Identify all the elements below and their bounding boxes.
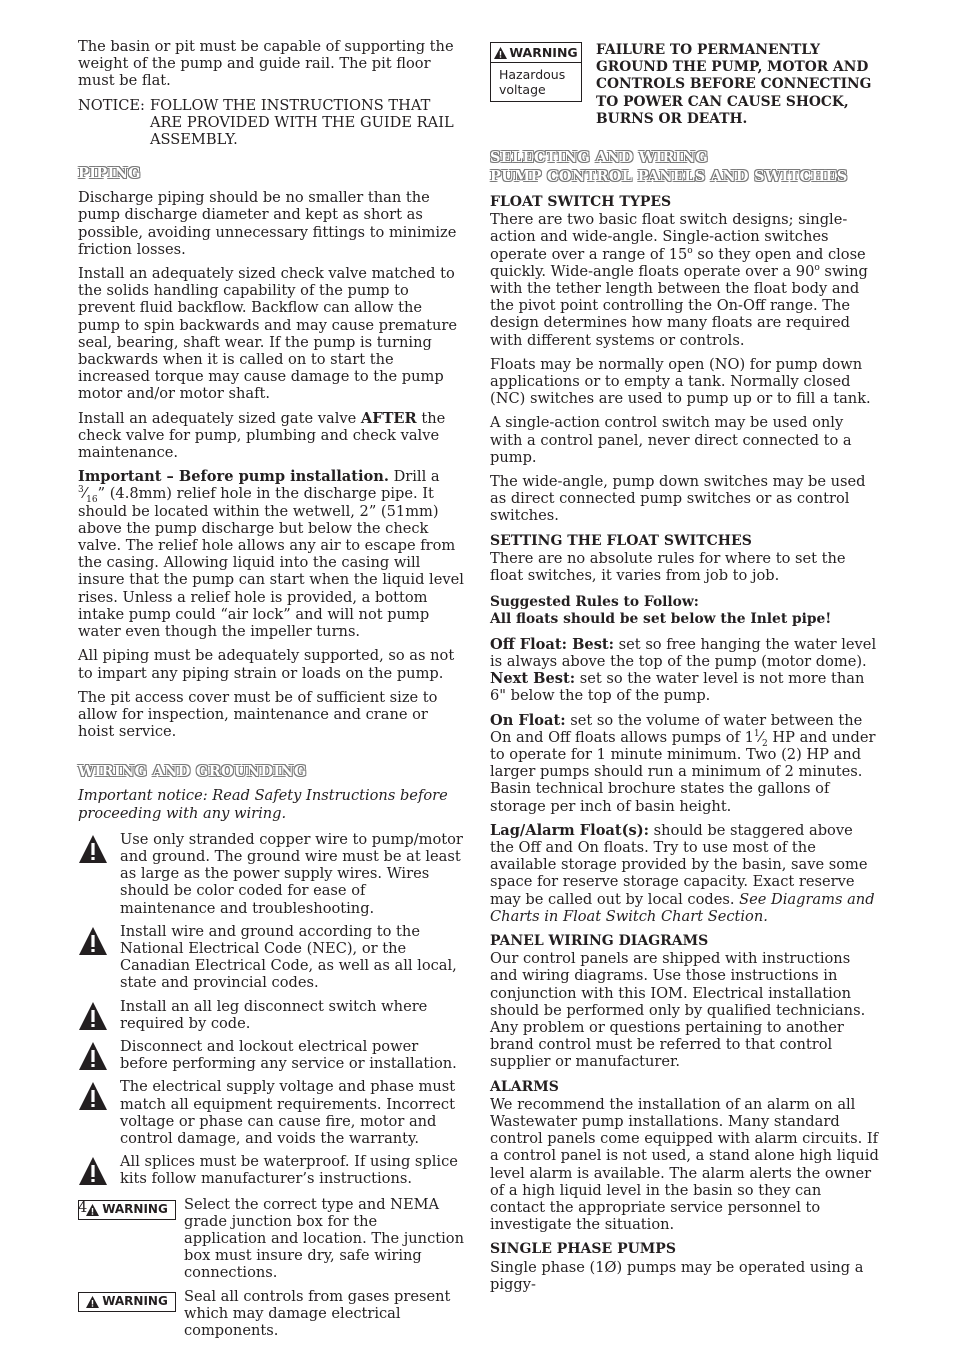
hazard-subtitle: Hazardous voltage (499, 67, 566, 97)
gate-valve-paragraph (78, 410, 464, 462)
hazard-title-text: WARNING (509, 44, 578, 60)
warning-badge (78, 1292, 176, 1312)
float-text-c: swing with the tether length between the float body and the pivot point controlling the On-Off range. The design determines how many floats are required with different systems or controls. (490, 262, 868, 349)
warning-item (78, 998, 464, 1032)
important-label: Important – Before pump installation. (78, 468, 389, 486)
warning-text: Install wire and ground according to the National Electrical Code (NEC), or the Canadian Electrical Code, as well as all local, state and provincial codes. (120, 922, 457, 992)
gate-after: AFTER (360, 409, 417, 427)
support-paragraph: All piping must be adequately supported, so as not to impart any piping strain or loads on the pump. (78, 647, 455, 682)
degree-symbol: o (814, 262, 820, 273)
suggested-rules (490, 594, 880, 628)
lag-float-italic: See Diagrams and Charts in Float Switch Chart Section. (490, 890, 875, 925)
half-denominator: 2 (762, 738, 768, 749)
single-phase-title: SINGLE PHASE PUMPS (490, 1241, 676, 1258)
float-types-paragraph-3: A single-action control switch may be used only with a control panel, never direct connected to a pump. (490, 414, 852, 466)
hazard-box (490, 42, 582, 102)
off-float-paragraph (490, 636, 880, 705)
warning-text: All splices must be waterproof. If using splice kits follow manufacturer’s instructions. (120, 1153, 458, 1188)
lag-float-label: Lag/Alarm Float(s): (490, 821, 650, 839)
degree-symbol: o (687, 245, 693, 256)
warning-triangle-icon (78, 1041, 108, 1071)
off-float-label: Off Float: Best: (490, 635, 615, 653)
warning-badge-item (78, 1288, 464, 1340)
warning-triangle-icon (86, 1296, 99, 1308)
float-types-paragraph-1 (490, 211, 880, 349)
warning-triangle-icon (78, 1156, 108, 1186)
warning-triangle-icon (86, 1204, 99, 1216)
setting-floats-title: SETTING THE FLOAT SWITCHES (490, 532, 752, 549)
lag-float-text: should be staggered above the Off and On floats. Try to use most of the available storage provided by the basin, save some space for reserve storage capacity. Exact reserve may be called out by local codes. (490, 821, 868, 908)
on-float-label: On Float: (490, 711, 566, 729)
heading-line-1: SELECTING AND WIRING (490, 149, 709, 167)
float-text-b: so they open and close quickly. Wide-angle floats operate over a 90 (490, 245, 866, 280)
warning-text: Select the correct type and NEMA grade junction box for the application and location. The junction box must insure dry, safe wiring connections. (184, 1195, 464, 1282)
warning-item (78, 1038, 464, 1072)
cover-paragraph: The pit access cover must be of sufficient size to allow for inspection, maintenance and crane or hoist service. (78, 688, 438, 741)
warning-item (78, 923, 464, 992)
panel-wiring-text: Our control panels are shipped with instructions and wiring diagrams. Use those instructions in conjunction with this IOM. Electrical installation should be performed only by qualified technicians. Any problem or questions pertaining to another brand control must be referred to that control supplier or manufacturer. (490, 950, 866, 1071)
warning-text: Install an all leg disconnect switch where required by code. (120, 997, 428, 1032)
setting-floats-text: There are no absolute rules for where to set the float switches, it varies from job to job. (490, 549, 846, 585)
warning-badge-label: WARNING (102, 1201, 168, 1216)
warning-text: Use only stranded copper wire to pump/motor and ground. The ground wire must be at least as large as the power supply wires. Wires should be color coded for ease of maintenance and troubleshooting. (120, 830, 463, 917)
hazard-box-title (491, 43, 581, 63)
rules-line-1: Suggested Rules to Follow: (490, 594, 699, 611)
warning-badge-item (78, 1196, 464, 1282)
on-float-text-b: HP and under to operate for 1 minute minimum. Two (2) HP and larger pumps should run a minimum of 2 minutes. Basin technical brochure states the gallons of storage per inch of basin height. (490, 728, 876, 815)
hazard-warning (490, 42, 880, 128)
warning-item (78, 1153, 464, 1187)
fraction-denominator: 16 (86, 495, 98, 506)
warning-triangle-icon (78, 834, 108, 864)
warning-text: The electrical supply voltage and phase must match all equipment requirements. Incorrect voltage or phase can cause fire, motor and control damage, and voids the warranty. (120, 1078, 456, 1147)
alarms-text: We recommend the installation of an alarm on all Wastewater pump installations. Many standard control panels come equipped with alarm circuits. If a control panel is not used, a stand alone high liquid level alarm is available. The alarm alerts the owner of a high liquid level in the basin so they can contact the appropriate service personnel to investigate the situation. (490, 1095, 879, 1234)
warning-badge-label: WARNING (102, 1293, 168, 1308)
left-column (78, 38, 464, 1345)
lag-float-paragraph (490, 822, 880, 925)
warning-text: Seal all controls from gases present which may damage electrical components. (184, 1287, 451, 1339)
on-float-paragraph: On Float: set so the volume of water between the On and Off floats allows pumps of $1^1⁄_2$ HP and under to operate for 1 minute minimum. Two (2) HP and larger pumps should run a minimum of 2 minutes. Basin technical brochure states the gallons of storage per inch of basin height. (490, 711, 876, 815)
notice-label: NOTICE: (78, 96, 145, 114)
wiring-heading: WIRING AND GROUNDING (78, 763, 307, 781)
piping-heading: PIPING (78, 165, 141, 183)
hazard-caption: FAILURE TO PERMANENTLY GROUND THE PUMP, MOTOR AND CONTROLS BEFORE CONNECTING TO POWER CAN CAUSE SHOCK, BURNS OR DEATH. (596, 42, 872, 127)
warning-badge (78, 1200, 176, 1220)
single-phase-text: Single phase (1Ø) pumps may be operated using a piggy- (490, 1258, 864, 1293)
check-valve-paragraph: Install an adequately sized check valve matched to the solids handling capability of the pump to prevent fluid backflow. Backflow can allow the pump to spin backwards and may cause premature seal, bearing, shaft wear. If the pump is turning backwards when it is called on to start the increased torque may cause damage to the pump motor and/or motor shaft. (78, 265, 457, 403)
float-types-paragraph-4: The wide-angle, pump down switches may be used as direct connected pump switches or as control switches. (490, 473, 866, 525)
rules-line-2: All floats should be set below the Inlet pipe! (490, 611, 832, 628)
warning-text: Disconnect and lockout electrical power before performing any service or installation. (120, 1037, 457, 1073)
gate-text-2: the check valve for pump, plumbing and check valve maintenance. (78, 409, 446, 462)
control-panels-heading (490, 148, 880, 186)
warning-triangle-icon (494, 47, 507, 59)
heading-line-2: PUMP CONTROL PANELS AND SWITCHES (490, 168, 848, 186)
notice-text: FOLLOW THE INSTRUCTIONS THAT ARE PROVIDED WITH THE GUIDE RAIL ASSEMBLY. (150, 96, 454, 149)
important-rest: ” (4.8mm) relief hole in the discharge pipe. It should be located within the wetwell, 2” (51mm) above the pump discharge but below the check valve. The relief hole allows any air to escape from the casing. Allowing liquid into the casing will insure that the pump can start when the liquid level rises. Unless a relief hole is provided, a bottom intake pump could “air lock” and will not pump water even though the impeller turns. (78, 485, 464, 641)
fraction-numerator: 3 (78, 485, 84, 496)
half-numerator: 1 (753, 728, 760, 739)
gate-text-1: Install an adequately sized gate valve (78, 409, 361, 427)
warning-list (78, 831, 464, 1339)
page-number: 4 (78, 1199, 88, 1216)
float-text-a: There are two basic float switch designs; single-action and wide-angle. Single-action switches operate over a range of 15 (490, 211, 848, 263)
warning-triangle-icon (78, 926, 108, 956)
float-types-title: FLOAT SWITCH TYPES (490, 194, 672, 211)
warning-item (78, 1078, 464, 1147)
wiring-notice: Important notice: Read Safety Instructions before proceeding with any wiring. (78, 787, 448, 822)
discharge-paragraph: Discharge piping should be no smaller than the pump discharge diameter and kept as short as possible, avoiding unnecessary fittings to minimize friction losses. (78, 189, 457, 258)
important-drill: Drill a (388, 468, 440, 486)
right-column (490, 38, 880, 1300)
off-float-text-2: set so the water level is not more than 6" below the top of the pump. (490, 670, 865, 705)
off-float-next-label: Next Best: (490, 670, 576, 688)
on-float-text-a: set so the volume of water between the On and Off floats allows pumps of 1 (490, 711, 863, 746)
warning-item (78, 831, 464, 917)
warning-triangle-icon (78, 1081, 108, 1111)
panel-wiring-title: PANEL WIRING DIAGRAMS (490, 932, 709, 949)
warning-triangle-icon (78, 1001, 108, 1031)
alarms-title: ALARMS (490, 1078, 559, 1095)
notice (78, 97, 464, 149)
basin-paragraph: The basin or pit must be capable of supporting the weight of the pump and guide rail. The pit floor must be flat. (78, 38, 454, 90)
off-float-text: set so free hanging the water level is always above the top of the pump (motor dome). (490, 635, 877, 670)
important-paragraph: Important – Before pump installation. Drill a $^3⁄_{16}$” (4.8mm) relief hole in the discharge pipe. It should be located within the wetwell, 2” (51mm) above the pump discharge but below the check valve. The relief hole allows any air to escape from the casing. Allowing liquid into the casing will insure that the pump can start when the liquid level rises. Unless a relief hole is provided, a bottom intake pump could “air lock” and will not pump water even though the impeller turns. (78, 468, 464, 641)
float-types-paragraph-2: Floats may be normally open (NO) for pump down applications or to empty a tank. Normally closed (NC) switches are used to pump up or to fill a tank. (490, 355, 871, 408)
